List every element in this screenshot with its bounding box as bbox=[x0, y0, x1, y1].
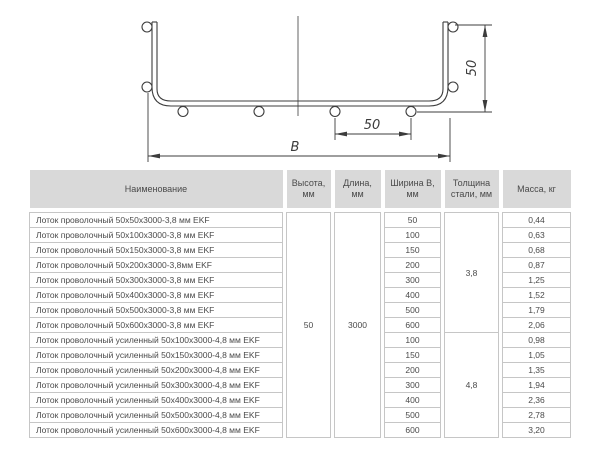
col-header-length: Длина, мм bbox=[335, 170, 381, 208]
specification-table bbox=[29, 170, 571, 438]
cell-name: Лоток проволочный 50x300x3000-3,8 мм EKF bbox=[30, 273, 283, 288]
wire-tray-cross-section-drawing bbox=[0, 0, 600, 168]
dimension-side-height bbox=[417, 25, 492, 112]
cell-width: 600 bbox=[385, 318, 441, 333]
cell-width: 200 bbox=[385, 258, 441, 273]
col-header-mass: Масса, кг bbox=[503, 170, 571, 208]
col-header-height: Высота, мм bbox=[287, 170, 331, 208]
table-row bbox=[30, 213, 571, 228]
cell-name: Лоток проволочный усиленный 50x300x3000-4,8 мм EKF bbox=[30, 378, 283, 393]
cell-thickness-merged: 4,8 bbox=[445, 333, 499, 438]
cell-mass: 2,36 bbox=[503, 393, 571, 408]
cell-width: 400 bbox=[385, 393, 441, 408]
cell-name: Лоток проволочный усиленный 50x100x3000-4,8 мм EKF bbox=[30, 333, 283, 348]
cell-width: 100 bbox=[385, 333, 441, 348]
cell-width: 300 bbox=[385, 273, 441, 288]
cell-thickness-merged: 3,8 bbox=[445, 213, 499, 333]
cell-name: Лоток проволочный усиленный 50x200x3000-4,8 мм EKF bbox=[30, 363, 283, 378]
cell-width: 150 bbox=[385, 243, 441, 258]
cell-name: Лоток проволочный усиленный 50x500x3000-4,8 мм EKF bbox=[30, 408, 283, 423]
cell-name: Лоток проволочный 50x600x3000-3,8 мм EKF bbox=[30, 318, 283, 333]
dim-label-overall-width: B bbox=[290, 140, 300, 155]
cell-mass: 0,68 bbox=[503, 243, 571, 258]
cell-width: 500 bbox=[385, 408, 441, 423]
dim-label-wire-pitch: 50 bbox=[363, 118, 381, 133]
table-header-row bbox=[30, 170, 571, 208]
col-header-width: Ширина B, мм bbox=[385, 170, 441, 208]
cell-mass: 1,05 bbox=[503, 348, 571, 363]
cell-length-merged: 3000 bbox=[335, 213, 381, 438]
cell-mass: 1,25 bbox=[503, 273, 571, 288]
cell-name: Лоток проволочный 50x150x3000-3,8 мм EKF bbox=[30, 243, 283, 258]
cell-height-merged: 50 bbox=[287, 213, 331, 438]
cell-name: Лоток проволочный усиленный 50x600x3000-4,8 мм EKF bbox=[30, 423, 283, 438]
cell-width: 200 bbox=[385, 363, 441, 378]
col-header-name: Наименование bbox=[30, 170, 283, 208]
cell-width: 500 bbox=[385, 303, 441, 318]
cell-width: 300 bbox=[385, 378, 441, 393]
cell-name: Лоток проволочный 50x400x3000-3,8 мм EKF bbox=[30, 288, 283, 303]
cell-width: 100 bbox=[385, 228, 441, 243]
cell-mass: 3,20 bbox=[503, 423, 571, 438]
cell-mass: 0,44 bbox=[503, 213, 571, 228]
cell-width: 400 bbox=[385, 288, 441, 303]
tray-outline bbox=[152, 22, 448, 106]
cell-name: Лоток проволочный 50x50x3000-3,8 мм EKF bbox=[30, 213, 283, 228]
cell-name: Лоток проволочный 50x100x3000-3,8 мм EKF bbox=[30, 228, 283, 243]
cell-name: Лоток проволочный усиленный 50x150x3000-4,8 мм EKF bbox=[30, 348, 283, 363]
cell-mass: 1,52 bbox=[503, 288, 571, 303]
cell-mass: 0,98 bbox=[503, 333, 571, 348]
dim-label-side-height: 50 bbox=[465, 59, 480, 77]
wire-rod-circles bbox=[142, 22, 458, 117]
cell-mass: 2,06 bbox=[503, 318, 571, 333]
cell-width: 50 bbox=[385, 213, 441, 228]
cell-width: 150 bbox=[385, 348, 441, 363]
cell-name: Лоток проволочный 50x200x3000-3,8мм EKF bbox=[30, 258, 283, 273]
cell-mass: 1,94 bbox=[503, 378, 571, 393]
cell-mass: 1,79 bbox=[503, 303, 571, 318]
col-header-thickness: Толщина стали, мм bbox=[445, 170, 499, 208]
cell-width: 600 bbox=[385, 423, 441, 438]
cell-mass: 0,87 bbox=[503, 258, 571, 273]
cell-name: Лоток проволочный усиленный 50x400x3000-4,8 мм EKF bbox=[30, 393, 283, 408]
cell-name: Лоток проволочный 50x500x3000-3,8 мм EKF bbox=[30, 303, 283, 318]
cell-mass: 0,63 bbox=[503, 228, 571, 243]
cell-mass: 1,35 bbox=[503, 363, 571, 378]
cell-mass: 2,78 bbox=[503, 408, 571, 423]
